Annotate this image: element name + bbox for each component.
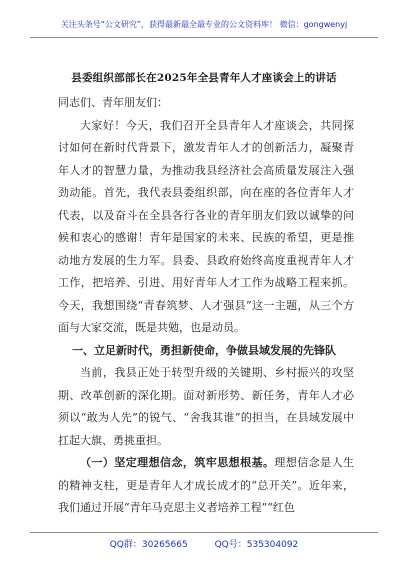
footer-qq-number: QQ号：535304092 [214, 540, 299, 550]
document-body [58, 92, 354, 520]
paragraph-3: 理想信念是人生的精神支柱，更是青年人才成长成才的“总开关”。近年来，我们通过开展“青年马克思主义者培养工程”“红色 [58, 456, 354, 514]
footer [0, 537, 408, 550]
footer-divider [30, 532, 378, 533]
section-heading-1: 一、立足新时代，勇担新使命，争做县域发展的先锋队 [72, 343, 336, 357]
paragraph-3-block [58, 452, 354, 520]
document-title: 县委组织部部长在2025年全县青年人才座谈会上的讲话 [71, 72, 337, 84]
subheading-1: （一）坚定理想信念，筑牢思想根基。 [80, 456, 275, 469]
paragraph-2: 当前，我县正处于转型升级的关键期、乡村振兴的攻坚期、改革创新的深化期。面对新形势、新任务，青年人才必须以“敢为人先”的锐气、“舍我其谁”的担当，在县域发展中扛起大旗、勇挑重担。 [58, 366, 354, 447]
paragraph-1: 大家好！今天，我们召开全县青年人才座谈会，共同探讨如何在新时代背景下，激发青年人才的创新活力，凝聚青年人才的智慧力量，为推动我县经济社会高质量发展注入强劲动能。首先，我代表县委组织部，向在座的各位青年人才代表，以及奋斗在全县各行各业的青年朋友们致以诚挚的问候和衷心的感谢！青年是国家的未来、民族的希望，更是推动地方发展的生力军。县委、县政府始终高度重视青年人才工作，把培养、引进、用好青年人才工作为战略工程来抓。今天，我想围绕“青春筑梦、人才强县”这一主题，从三个方面与大家交流，既是共勉，也是动员。 [58, 118, 354, 334]
salutation: 同志们、青年朋友们： [58, 96, 168, 109]
header-divider [30, 37, 378, 38]
footer-qq-group: QQ群：30265665 [109, 540, 188, 550]
header-banner: 关注头条号“公文研究”，获得最新最全最专业的公文资料库！ 微信：gongwenyj [60, 20, 348, 29]
